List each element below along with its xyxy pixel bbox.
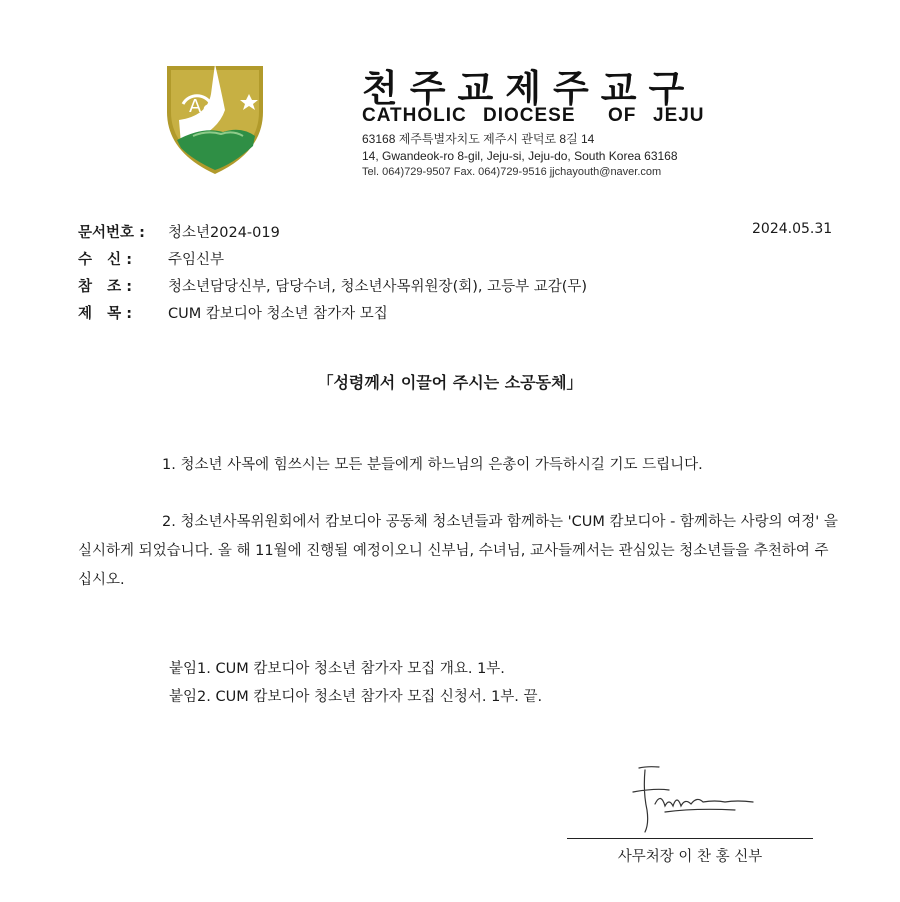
recipient: 주임신부	[168, 252, 225, 268]
reference: 청소년담당신부, 담당수녀, 청소년사목위원장(회), 고등부 교감(무)	[168, 279, 588, 295]
paragraph-2: 2. 청소년사목위원회에서 캄보디아 공동체 청소년들과 함께하는 'CUM 캄보디아 - 함께하는 사랑의 여정' 을 실시하게 되었습니다. 올 해 11월에 진행될 예정이오니 신부님, 수녀님, 교사들께서는 관심있는 청소년들을 추천하여 주십시오.	[78, 514, 838, 588]
subject: CUM 캄보디아 청소년 참가자 모집	[168, 306, 388, 322]
svg-text:Ω: Ω	[203, 103, 214, 119]
signature-line	[567, 838, 813, 839]
doc-number: 청소년2024-019	[168, 225, 280, 241]
signer-name: 사무처장 이 찬 홍 신부	[617, 849, 763, 865]
doc-number-row	[78, 221, 280, 242]
contact-info: Tel. 064)729-9507 Fax. 064)729-9516 jjchayouth@naver.com	[362, 166, 662, 178]
reference-label: 참 조 :	[78, 279, 133, 295]
address-english: 14, Gwandeok-ro 8-gil, Jeju-si, Jeju-do, South Korea 63168	[362, 149, 678, 163]
diocese-logo	[163, 60, 267, 176]
doc-number-label: 문서번호 :	[78, 225, 145, 241]
svg-text:A: A	[189, 96, 202, 117]
org-word-jeju: JEJU	[653, 105, 705, 126]
handwritten-signature	[625, 762, 760, 834]
org-word-diocese: DIOCESE	[483, 105, 576, 126]
recipient-label: 수 신 :	[78, 252, 133, 268]
org-word-of: OF	[608, 105, 637, 126]
attachment-1: 붙임1. CUM 캄보디아 청소년 참가자 모집 개요. 1부.	[169, 661, 505, 677]
attachment-2: 붙임2. CUM 캄보디아 청소년 참가자 모집 신청서. 1부. 끝.	[169, 689, 543, 705]
document-title: 「성령께서 이끌어 주시는 소공동체」	[317, 373, 583, 392]
org-word-catholic: CATHOLIC	[362, 105, 467, 126]
document-date: 2024.05.31	[752, 221, 833, 237]
paragraph-1: 1. 청소년 사목에 힘쓰시는 모든 분들에게 하느님의 은총이 가득하시길 기도 드립니다.	[162, 457, 703, 473]
reference-row	[78, 275, 587, 296]
subject-label: 제 목 :	[78, 306, 133, 322]
org-name-korean: 천주교제주교구	[362, 67, 697, 110]
org-name-english	[362, 105, 705, 127]
address-korean: 63168 제주특별자치도 제주시 관덕로 8길 14	[362, 132, 595, 146]
recipient-row	[78, 248, 224, 269]
subject-row	[78, 302, 388, 323]
